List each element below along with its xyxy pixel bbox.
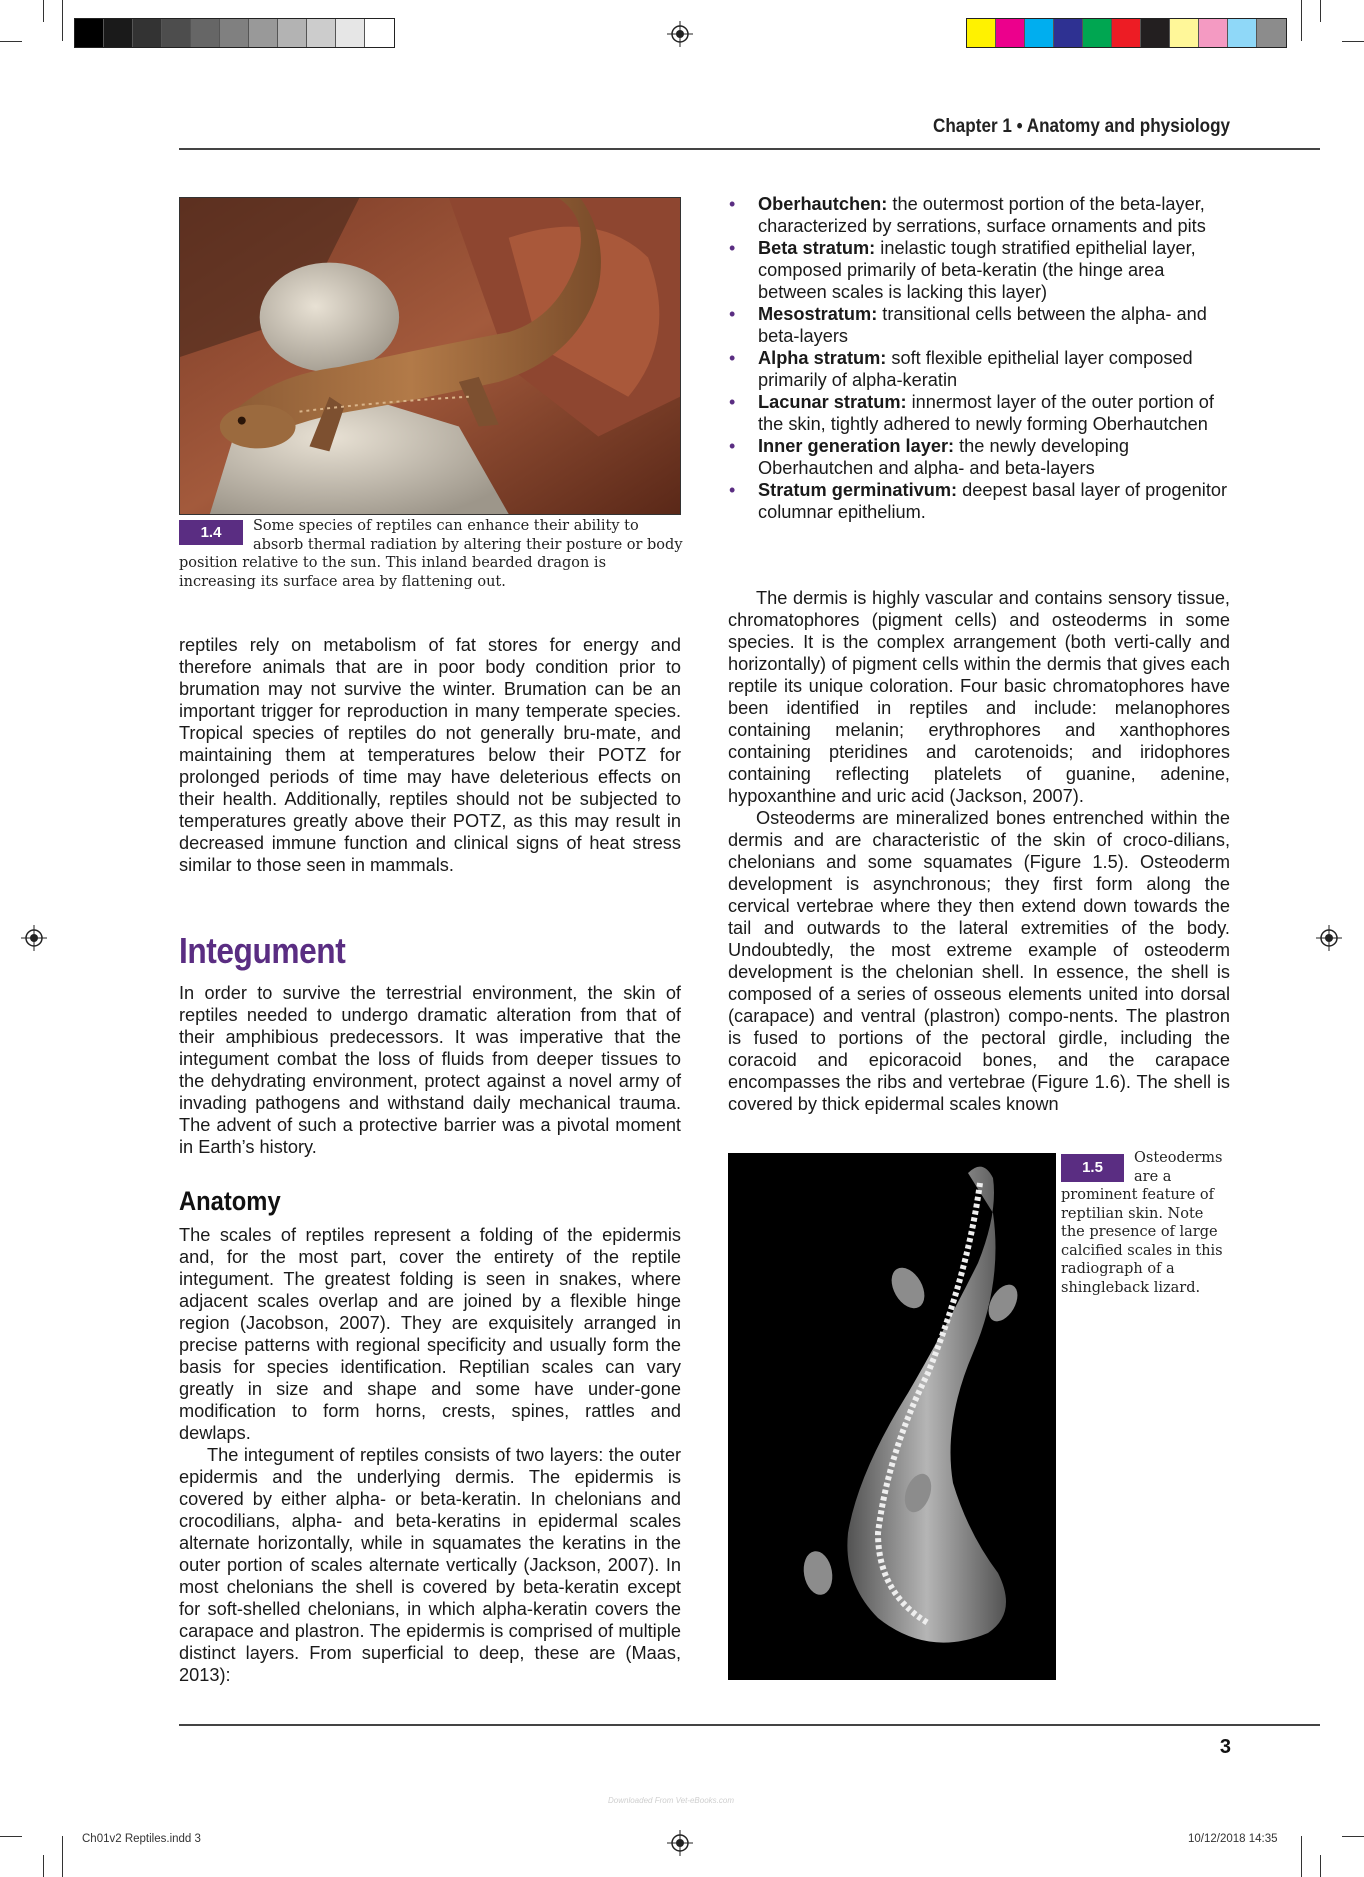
color-swatch — [162, 19, 191, 47]
color-calibration-bar — [966, 18, 1287, 48]
figure-number-badge: 1.4 — [179, 520, 243, 545]
color-swatch — [1054, 19, 1083, 47]
layer-description: soft flexible epithelial layer composed primarily of alpha-keratin — [758, 348, 1193, 390]
body-paragraph: Osteoderms are mineralized bones entrenched within the dermis and are characteristic of the skin of croco-dilians, chelonians and some squamates (Figure 1.5). Osteoderm development is asynchronous; they first form along the cervical vertebrae where they then extend down towards the tail and outwards to the lateral extremities of the body. Undoubtedly, the most extreme example of osteoderm development is the chelonian shell. In essence, the shell is composed of a series of osseous elements united into dorsal (carapace) and ventral (plastron) compo-nents. The plastron is fused to portions of the pectoral girdle, including the coracoid and epicoracoid bones, and the carapace encompasses the ribs and vertebrae (Figure 1.6). The shell is covered by thick epidermal scales known — [728, 808, 1230, 1114]
color-swatch — [996, 19, 1025, 47]
body-paragraph: In order to survive the terrestrial environment, the skin of reptiles needed to undergo dramatic alteration from that of their amphibious predecessors. It was imperative that the integument combat the loss of fluids from deeper tissues to the dehydrating environment, protect against a novel army of invading pathogens and withstand daily mechanical trauma. The advent of such a protective barrier was a pivotal moment in Earth’s history. — [179, 983, 681, 1157]
bullet-icon: • — [729, 392, 736, 412]
bullet-icon: • — [729, 304, 736, 324]
shingleback-lizard-radiograph-illustration — [728, 1153, 1056, 1680]
figure-1-5-radiograph — [728, 1153, 1056, 1680]
layer-term: Alpha stratum: — [758, 348, 887, 368]
color-swatch — [1025, 19, 1054, 47]
layer-term: Beta stratum: — [758, 238, 876, 258]
registration-mark-icon — [1316, 925, 1342, 951]
bullet-icon: • — [729, 348, 736, 368]
bearded-dragon-photo-illustration — [180, 198, 680, 514]
figure-1-4-caption — [179, 517, 684, 591]
color-swatch — [365, 19, 394, 47]
running-head: Chapter 1 • Anatomy and physiology — [932, 116, 1230, 137]
registration-mark-icon — [21, 925, 47, 951]
integument-section — [179, 982, 681, 1158]
section-heading-anatomy: Anatomy — [179, 1186, 281, 1216]
list-item — [728, 237, 1230, 303]
color-swatch — [278, 19, 307, 47]
color-swatch — [1228, 19, 1257, 47]
figure-1-5-caption — [1061, 1149, 1231, 1297]
section-heading-integument: Integument — [179, 930, 346, 971]
crop-mark — [1342, 1836, 1364, 1837]
layer-description: deepest basal layer of progenitor columnar epithelium. — [758, 480, 1228, 522]
body-paragraph: The scales of reptiles represent a folding of the epidermis and, for the most part, cover the entirety of the reptile integument. The greatest folding is seen in snakes, where adjacent scales overlap and are joined by a flexible hinge region (Jacobson, 2007). They are exquisitely arranged in precise patterns with regional specificity and usually form the basis for species identification. Reptilian scales can vary greatly in size and shape and some have under-gone modification to form horns, crests, spines, rattles and dewlaps. — [179, 1225, 681, 1443]
layer-description: transitional cells between the alpha- and beta-layers — [758, 304, 1207, 346]
list-item — [728, 479, 1230, 523]
layer-term: Stratum germinativum: — [758, 480, 958, 500]
slug-filename: Ch01v2 Reptiles.indd 3 — [82, 1833, 201, 1845]
layer-description: inelastic tough stratified epithelial layer, composed primarily of beta-keratin (the hinge area between scales is lacking this layer) — [758, 238, 1196, 302]
list-item — [728, 391, 1230, 435]
header-rule — [179, 148, 1320, 150]
layer-term: Inner generation layer: — [758, 436, 955, 456]
left-column-intro — [179, 634, 681, 876]
list-item — [728, 303, 1230, 347]
crop-mark — [1301, 1836, 1302, 1877]
registration-mark-icon — [667, 21, 693, 47]
list-item — [728, 347, 1230, 391]
epidermis-layers-list — [728, 193, 1230, 523]
body-paragraph: reptiles rely on metabolism of fat stores for energy and therefore animals that are in poor body condition prior to brumation may not survive the winter. Brumation can be an important trigger for reproduction in many temperate species. Tropical species of reptiles do not generally bru-mate, and maintaining them at temperatures below their POTZ for prolonged periods of time may have deleterious effects on their health. Additionally, reptiles should not be subjected to temperatures greatly above their POTZ, as this may result in decreased immune function and clinical signs of heat stress similar to those seen in mammals. — [179, 635, 681, 875]
color-swatch — [1257, 19, 1286, 47]
footer-rule — [179, 1724, 1320, 1726]
color-swatch — [249, 19, 278, 47]
bullet-icon: • — [729, 480, 736, 500]
anatomy-section — [179, 1224, 681, 1686]
list-item — [728, 193, 1230, 237]
layer-term: Oberhautchen: — [758, 194, 888, 214]
color-swatch — [967, 19, 996, 47]
figure-caption-text: Some species of reptiles can enhance their ability to absorb thermal radiation by altering their posture or body position relative to the sun. This inland bearded dragon is increasing its surface area by flattening out. — [179, 518, 683, 590]
crop-mark — [62, 1836, 63, 1877]
layer-description: innermost layer of the outer portion of the skin, tightly adhered to newly forming Oberhautchen — [758, 392, 1214, 434]
list-item — [728, 435, 1230, 479]
color-swatch — [1141, 19, 1170, 47]
body-paragraph: The integument of reptiles consists of two layers: the outer epidermis and the underlying dermis. The epidermis is covered by either alpha- or beta-keratin. In chelonians and crocodilians, alpha- and beta-keratins in epidermal scales alternate horizontally, while in squamates the keratins in the outer portion of scales alternate vertically (Jackson, 2007). In most chelonians the shell is covered by beta-keratin except for soft-shelled chelonians, in which alpha-keratin covers the carapace and plastron. The epidermis is comprised of multiple distinct layers. From superficial to deep, these are (Maas, 2013): — [179, 1445, 681, 1685]
download-watermark: Downloaded From Vet-eBooks.com — [608, 1796, 734, 1805]
figure-1-4-photo — [179, 197, 681, 515]
crop-mark — [1301, 0, 1302, 41]
color-swatch — [336, 19, 365, 47]
bullet-icon: • — [729, 436, 736, 456]
registration-mark-icon — [667, 1830, 693, 1856]
bullet-icon: • — [729, 238, 736, 258]
crop-mark — [43, 0, 44, 22]
layer-term: Lacunar stratum: — [758, 392, 907, 412]
layer-description: the newly developing Oberhautchen and alpha- and beta-layers — [758, 436, 1129, 478]
crop-mark — [43, 1855, 44, 1877]
crop-mark — [1320, 0, 1321, 22]
crop-mark — [1320, 1855, 1321, 1877]
crop-mark — [0, 1836, 22, 1837]
layer-description: the outermost portion of the beta-layer, characterized by serrations, surface ornaments and pits — [758, 194, 1206, 236]
page-number: 3 — [1219, 1736, 1231, 1758]
body-paragraph: The dermis is highly vascular and contains sensory tissue, chromatophores (pigment cells) and osteoderms in some species. It is the complex arrangement (both verti-cally and horizontally) of pigment cells within the dermis that gives each reptile its unique coloration. Four basic chromatophores have been identified in reptiles and include: melanophores containing melanin; erythrophores and xanthophores containing pteridines and carotenoids; and iridophores containing reflecting platelets of guanine, adenine, hypoxanthine and uric acid (Jackson, 2007). — [728, 588, 1230, 806]
color-swatch — [307, 19, 336, 47]
dermis-section — [728, 587, 1230, 1115]
color-swatch — [133, 19, 162, 47]
crop-mark — [0, 41, 22, 42]
figure-number-badge: 1.5 — [1061, 1154, 1124, 1182]
layer-term: Mesostratum: — [758, 304, 878, 324]
color-swatch — [1112, 19, 1141, 47]
color-swatch — [75, 19, 104, 47]
crop-mark — [62, 0, 63, 41]
color-swatch — [1170, 19, 1199, 47]
figure-caption-text: Osteoderms are a prominent feature of reptilian skin. Note the presence of large calcified scales in this radiograph of a shingleback lizard. — [1061, 1150, 1223, 1296]
slug-datetime: 10/12/2018 14:35 — [1188, 1833, 1278, 1845]
color-swatch — [191, 19, 220, 47]
bullet-icon: • — [729, 194, 736, 214]
color-swatch — [1199, 19, 1228, 47]
grayscale-calibration-bar — [74, 18, 395, 48]
color-swatch — [220, 19, 249, 47]
color-swatch — [1083, 19, 1112, 47]
crop-mark — [1342, 41, 1364, 42]
bullet-list — [728, 193, 1230, 523]
color-swatch — [104, 19, 133, 47]
